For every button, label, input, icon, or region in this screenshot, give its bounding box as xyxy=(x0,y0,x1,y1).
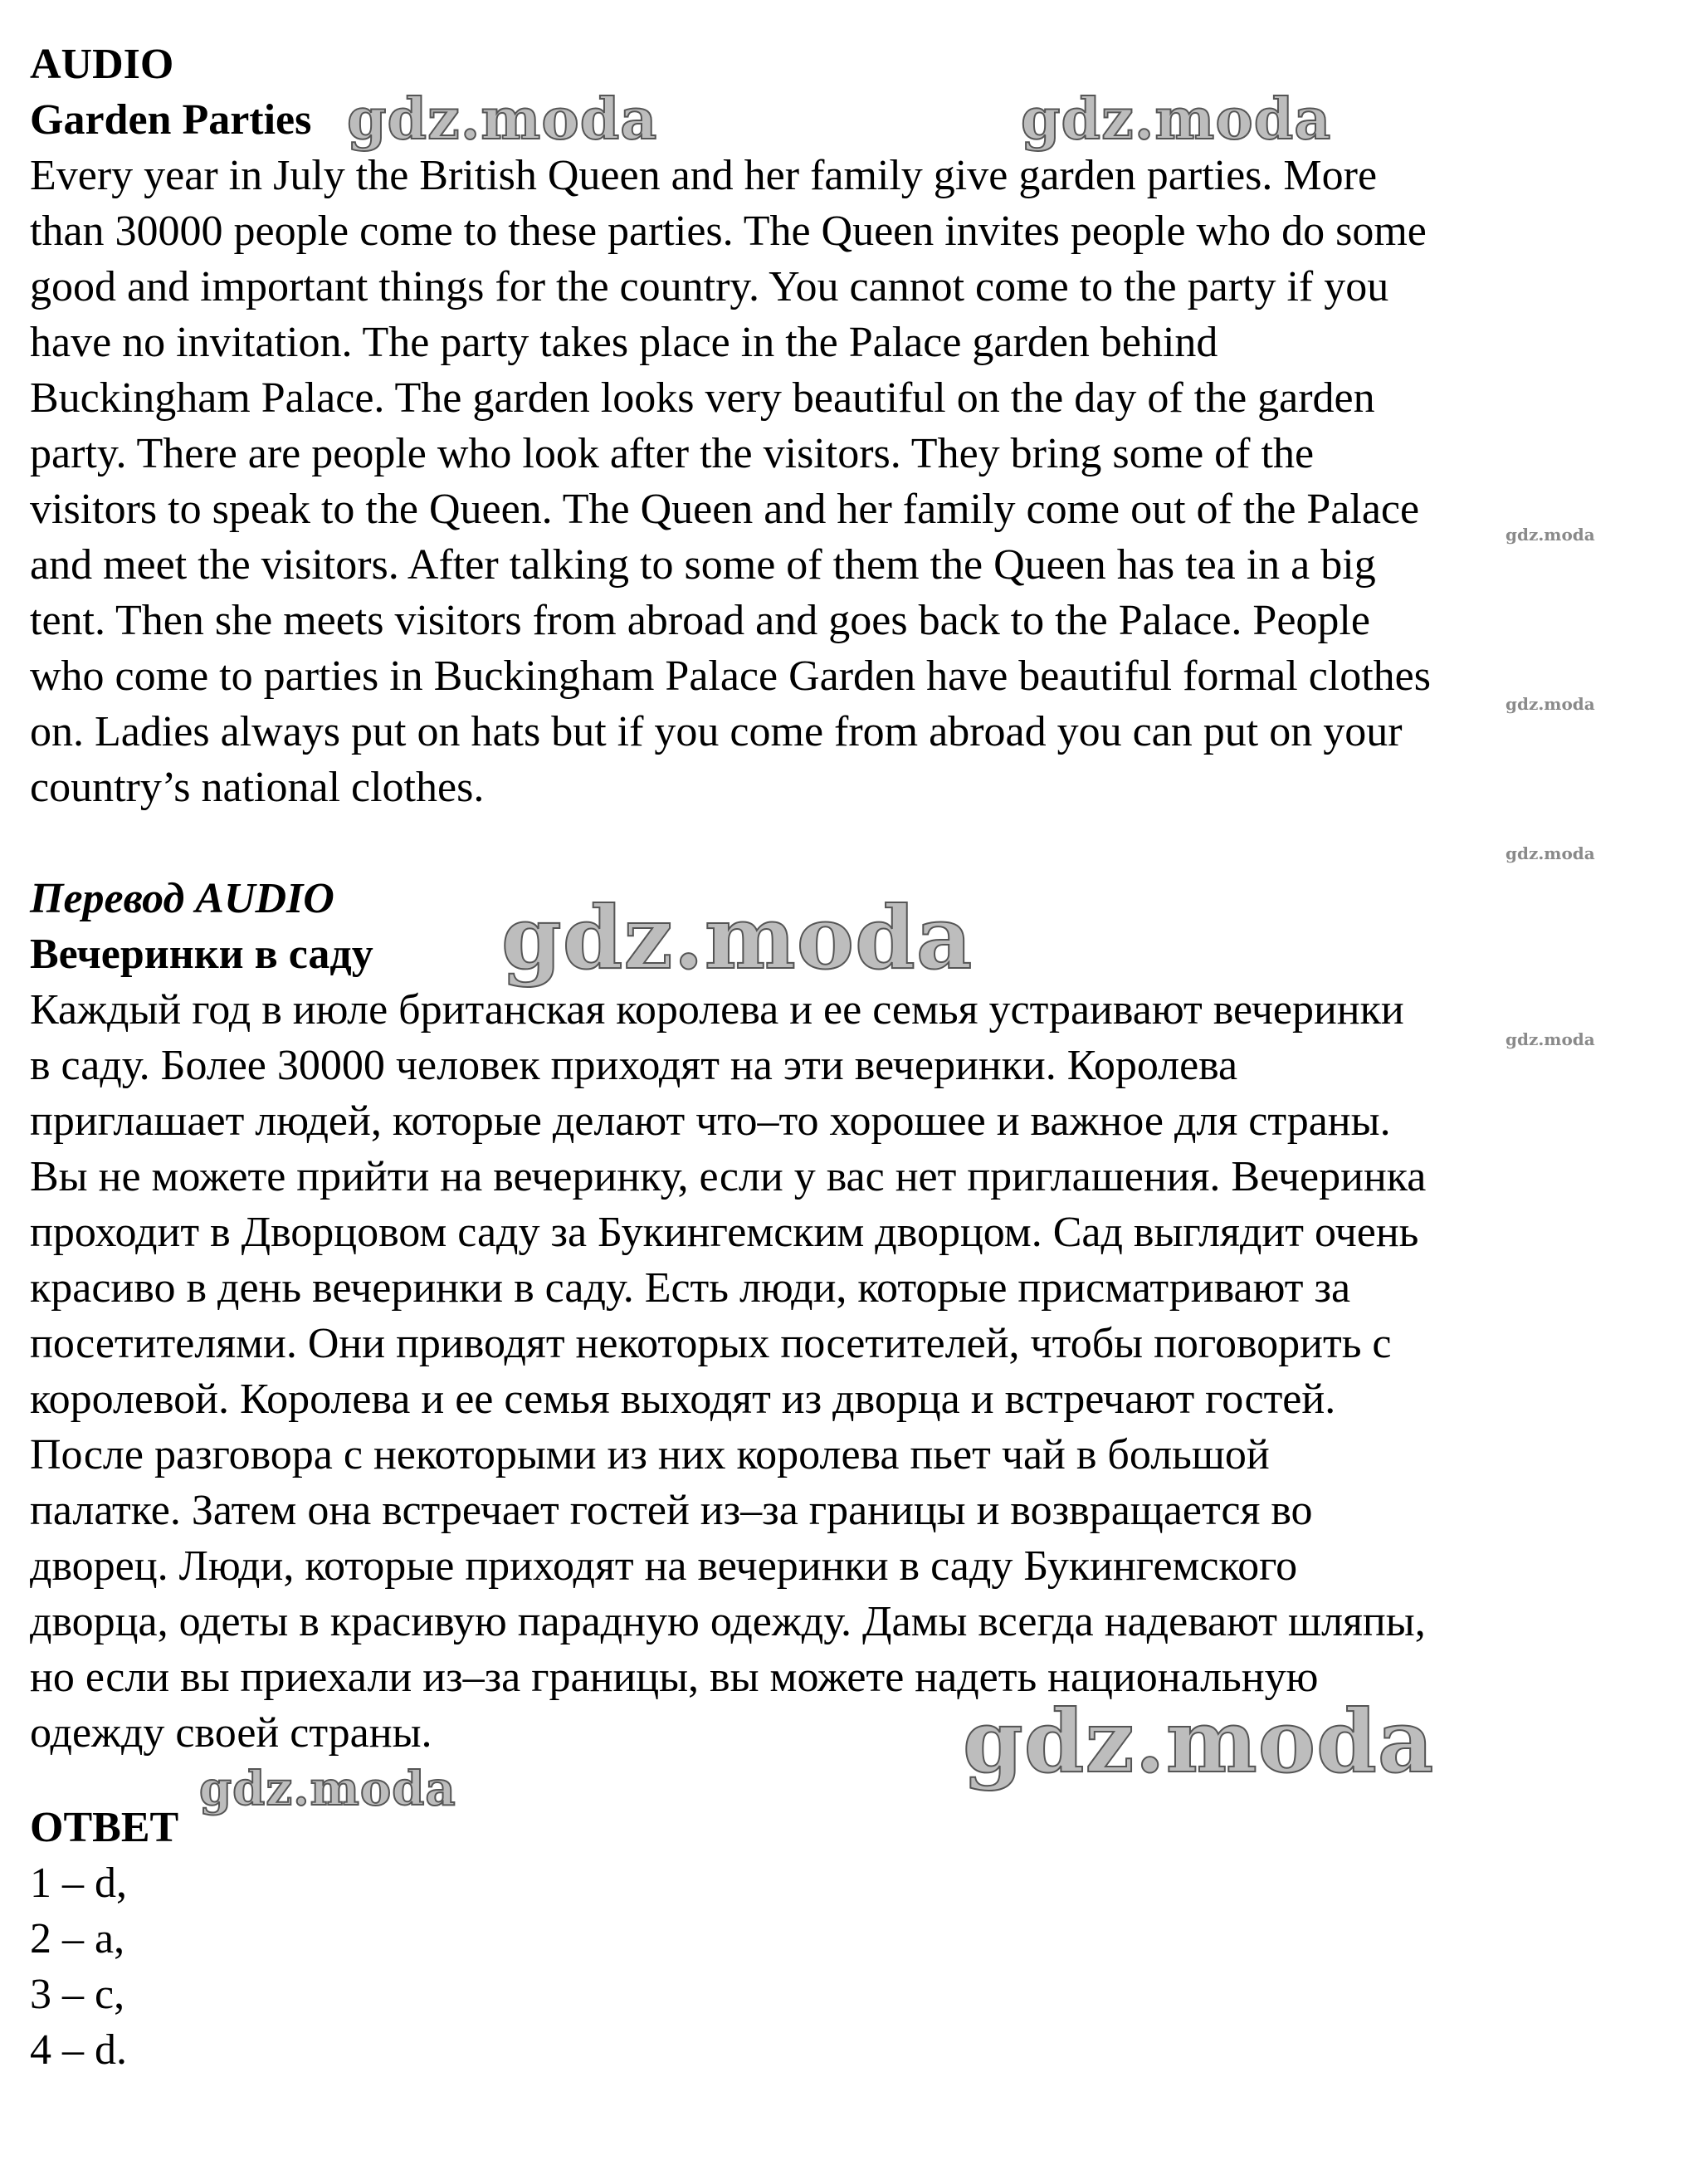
text-line: than 30000 people come to these parties. The Queen invites people who do some xyxy=(30,208,1427,255)
translation-section-label: Перевод AUDIO xyxy=(30,875,334,922)
text-line: дворца, одеты в красивую парадную одежду. Дамы всегда надевают шляпы, xyxy=(30,1598,1426,1645)
watermark: gdz.moda xyxy=(501,887,974,989)
answer-item: 2 – a, xyxy=(30,1915,125,1962)
watermark: gdz.moda xyxy=(1505,1029,1595,1049)
watermark: gdz.moda xyxy=(1505,525,1595,545)
answer-item: 3 – c, xyxy=(30,1971,125,2018)
text-line: on. Ladies always put on hats but if you come from abroad you can put on your xyxy=(30,708,1403,755)
text-line: проходит в Дворцовом саду за Букингемским дворцом. Сад выглядит очень xyxy=(30,1209,1419,1256)
text-line: но если вы приехали из–за границы, вы можете надеть национальную xyxy=(30,1654,1319,1701)
watermark: gdz.moda xyxy=(199,1762,456,1816)
answer-label: ОТВЕТ xyxy=(30,1804,179,1851)
english-text xyxy=(30,148,1681,815)
text-line: and meet the visitors. After talking to some of them the Queen has tea in a big xyxy=(30,541,1376,589)
text-line: have no invitation. The party takes place in the Palace garden behind xyxy=(30,319,1218,366)
translation-text xyxy=(30,982,1681,1761)
watermark: gdz.moda xyxy=(1505,843,1595,863)
text-line: После разговора с некоторыми из них королева пьет чай в большой xyxy=(30,1431,1270,1478)
answer-item: 1 – d, xyxy=(30,1860,127,1907)
document-page xyxy=(30,37,1681,2078)
section-spacer xyxy=(30,815,1681,871)
text-line: в саду. Более 30000 человек приходят на эти вечеринки. Королева xyxy=(30,1042,1238,1089)
text-line: Every year in July the British Queen and her family give garden parties. More xyxy=(30,152,1378,199)
english-title: Garden Parties xyxy=(30,96,312,144)
text-line: красиво в день вечеринки в саду. Есть люди, которые присматривают за xyxy=(30,1264,1351,1312)
text-line: приглашает людей, которые делают что–то хорошее и важное для страны. xyxy=(30,1097,1391,1145)
translation-title: Вечеринки в саду xyxy=(30,931,373,978)
text-line: country’s national clothes. xyxy=(30,764,485,811)
english-section-label: AUDIO xyxy=(30,41,174,88)
text-line: посетителями. Они приводят некоторых посетителей, чтобы поговорить с xyxy=(30,1320,1392,1367)
text-line: одежду своей страны. xyxy=(30,1709,432,1757)
watermark: gdz.moda xyxy=(1505,694,1595,714)
watermark: gdz.moda xyxy=(963,1690,1435,1792)
text-line: палатке. Затем она встречает гостей из–за границы и возвращается во xyxy=(30,1487,1313,1534)
text-line: tent. Then she meets visitors from abroad and goes back to the Palace. People xyxy=(30,597,1370,644)
text-line: дворец. Люди, которые приходят на вечеринки в саду Букингемского xyxy=(30,1542,1298,1590)
text-line: Buckingham Palace. The garden looks very beautiful on the day of the garden xyxy=(30,374,1375,422)
text-line: party. There are people who look after the visitors. They bring some of the xyxy=(30,430,1315,477)
text-line: королевой. Королева и ее семья выходят из дворца и встречают гостей. xyxy=(30,1376,1336,1423)
text-line: Вы не можете прийти на вечеринку, если у вас нет приглашения. Вечеринка xyxy=(30,1153,1427,1200)
text-line: Каждый год в июле британская королева и ее семья устраивают вечеринки xyxy=(30,986,1404,1034)
text-line: visitors to speak to the Queen. The Queen and her family come out of the Palace xyxy=(30,486,1420,533)
watermark: gdz.moda xyxy=(347,86,658,153)
text-line: good and important things for the country. You cannot come to the party if you xyxy=(30,263,1389,310)
text-line: who come to parties in Buckingham Palace Garden have beautiful formal clothes xyxy=(30,652,1431,700)
answer-item: 4 – d. xyxy=(30,2026,127,2074)
answer-list xyxy=(30,1855,1681,2078)
section-spacer xyxy=(30,1761,1681,1800)
watermark: gdz.moda xyxy=(1021,86,1332,153)
